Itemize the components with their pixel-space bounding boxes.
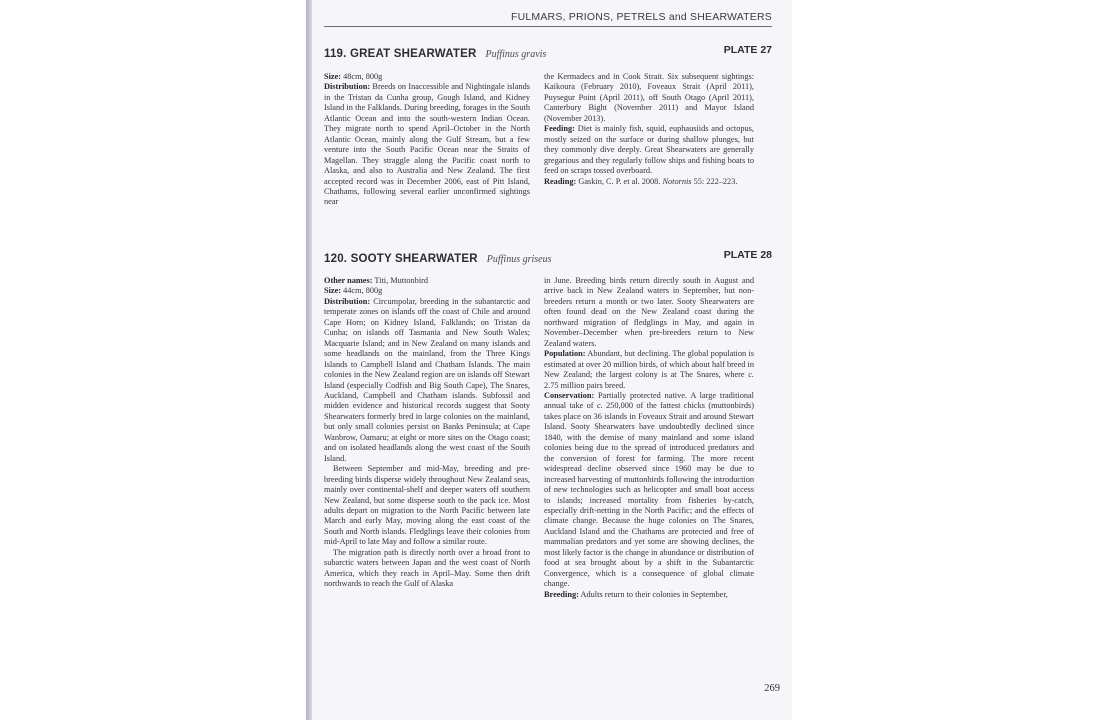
page-number: 269 xyxy=(764,683,780,694)
field-label: Feeding: xyxy=(544,124,575,134)
entry-heading-great-shearwater xyxy=(324,44,772,60)
plate-reference: PLATE 28 xyxy=(723,249,772,261)
species-title: 119. GREAT SHEARWATER xyxy=(324,48,477,60)
scientific-name: Puffinus gravis xyxy=(485,49,547,60)
field-label: Conservation: xyxy=(544,390,595,400)
field-label: Breeding: xyxy=(544,589,579,599)
journal-name: Notornis xyxy=(662,176,692,186)
plate-reference: PLATE 27 xyxy=(723,44,772,56)
field-label: Reading: xyxy=(544,176,577,186)
continued-text: in June. Breeding birds return directly south in August and arrive back in New Zealand waters in September, but non-breeders return a month or two later. Sooty Shearwaters are often found dead on the New Zealand coast during the northward migration of fledglings in May, and again in November–December when pre-breeders return to New Zealand waters. xyxy=(544,276,754,348)
other-names-text: Titi, Muttonbird xyxy=(372,276,429,285)
great-shearwater-right-column xyxy=(544,72,754,187)
field-label: Distribution: xyxy=(324,296,371,306)
circa-abbrev: c. xyxy=(748,370,754,380)
field-label: Other names: xyxy=(324,276,373,285)
distribution-text: Breeds on Inaccessible and Nightingale islands in the Tristan da Cunha group, Gough Island, and Kidney Island in the Falklands. During breeding, forages in the South Atlantic Ocean and into the south-western Indian Ocean. They migrate north to spend April–October in the North Atlantic Ocean, mainly along the Gulf Stream, but a few venture into the South Pacific Ocean near the Straits of Magellan. They straggle along the Pacific coast north to Alaska, and also to Australia and New Zealand. The first accepted record was in December 2006, east of Pitt Island, Chathams, following several earlier unconfirmed sightings near xyxy=(324,82,530,207)
conservation-text: Partially protected native. A large traditional annual take of xyxy=(544,390,754,411)
size-text: 44cm, 800g xyxy=(341,286,383,296)
entry-heading-sooty-shearwater xyxy=(324,249,772,265)
great-shearwater-left-column xyxy=(324,72,530,208)
species-title: 120. SOOTY SHEARWATER xyxy=(324,253,478,265)
reading-text: Gaskin, C. P. et al. 2008. xyxy=(576,176,663,186)
distribution-text: Circumpolar, breeding in the subantarctic and temperate zones on islands off the coast of Chile and around Cape Horn; on Kidney Island, Falklands; on Tristan da Cunha; on islands off Tasmania and New South Wales; Macquarie Island; and in New Zealand on many islands and some headlands on the mainland, from the Three Kings Islands to Campbell Island and Chatham Islands. The main colonies in the New Zealand region are on islands off Stewart Island (especially Codfish and Big South Cape), The Snares, Auckland, Campbell and Chatham islands. Subfossil and midden evidence and historical records suggest that Sooty Shearwaters formerly bred in large colonies on the mainland, but only small colonies persist on Banks Peninsula; at Cape Wanbrow, Oamaru; at eight or more sites on the Otago coast; and on isolated headlands along the west coast of the South Island. xyxy=(324,296,530,463)
book-page xyxy=(312,0,792,720)
scientific-name: Puffinus griseus xyxy=(486,254,552,265)
continued-text: the Kermadecs and in Cook Strait. Six subsequent sightings: Kaikoura (February 2010), Foveaux Strait (April 2011), Puysegur Point (April 2011), off South Otago (April 2011), Canterbury Bight (November 2011) and Mayor Island (November 2013). xyxy=(544,72,754,123)
circa-abbrev: c. xyxy=(596,401,603,411)
feeding-text: Diet is mainly fish, squid, euphausiids and octopus, mostly seized on the surface or during shallow plunges, but they commonly dive deeply. Great Shearwaters are generally gregarious and they regularly follow ships and fishing boats to feed on scraps tossed overboard. xyxy=(544,124,754,176)
migration-path-paragraph: The migration path is directly north over a broad front to subarctic waters between Japan and the west coast of North America, which they reach in April–May. Some then drift northwards to reach the Gulf of Alaska xyxy=(324,547,530,589)
conservation-text-end: 250,000 of the fattest chicks (muttonbirds) takes place on 36 islands in Foveaux Strait and around Stewart Island. Sooty Shearwaters have undoubtedly declined since 1840, with the demise of many mainland and some island colonies being due to the spread of introduced predators and the conversion of forest for farming. The more recent widespread decline observed since 1960 may be due to increased harvesting of muttonbirds following the introduction of new technologies such as helicopter and small boat access to islands; increased mortality from fisheries by-catch, especially drift-netting in the North Pacific; and the effects of climate change. Because the huge colonies on The Snares, Auckland Island and the Chathams are protected and free of mammalian predators and yet some are showing declines, the most likely factor is the change in abundance or distribution of food at sea brought about by a shift in the Subantarctic Convergence, which is a consequence of global climate change. xyxy=(544,401,754,589)
migration-paragraph: Between September and mid-May, breeding and pre-breeding birds disperse widely throughout New Zealand seas, mainly over continental-shelf and deeper waters off southern New Zealand, but some disperse south to the pack ice. Most adults depart on migration to the North Pacific between late March and early May, moving along the east coast of the South and North islands. Fledglings leave their colonies from mid-April to late May and follow a similar route. xyxy=(324,464,530,547)
sooty-shearwater-right-column xyxy=(544,276,754,600)
field-label: Size: xyxy=(324,72,342,81)
sooty-shearwater-left-column xyxy=(324,276,530,590)
running-head: FULMARS, PRIONS, PETRELS and SHEARWATERS xyxy=(324,11,772,27)
population-text-end: 2.75 million pairs breed. xyxy=(544,380,626,390)
field-label: Distribution: xyxy=(324,82,371,92)
field-label: Population: xyxy=(544,349,586,359)
reading-text-end: 55: 222–223. xyxy=(691,176,738,186)
population-text: Abundant, but declining. The global population is estimated at over 20 million birds, of which about half breed in New Zealand; the largest colony is at The Snares, where xyxy=(544,349,754,380)
field-label: Size: xyxy=(324,286,342,296)
breeding-text: Adults return to their colonies in September, xyxy=(578,589,728,599)
size-text: 48cm, 800g xyxy=(341,72,383,81)
